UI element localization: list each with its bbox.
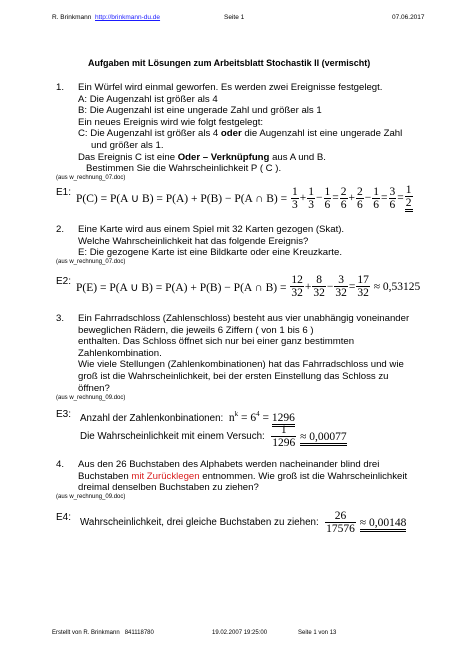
task1-text: Ein Würfel wird einmal geworfen. Es werden zwei Ereignisse festgelegt. A: Die Augenzahl ist größer als 4 B: Die Augenzahl ist eine ungerade Zahl und größer als 1 Ein neues Ereignis wird wie folgt festgelegt: C: Die Augenzahl ist größer als 4 oder die Augenzahl ist eine ungerade Zahl und größer als 1. Das Ereignis C ist eine Oder – Verknüpfung aus A und B. Bestimmen Sie die Wahrscheinlichkeit P ( C ).: [78, 82, 403, 175]
task2-text: Eine Karte wird aus einem Spiel mit 32 Karten gezogen (Skat). Welche Wahrscheinlichkeit hat das folgende Ereignis? E: Die gezogene Karte ist eine Bildkarte oder eine Kreuzkarte.: [78, 224, 345, 259]
task2-source: (aus w_rechnung_07.doc): [56, 259, 126, 265]
header-date: 07.06.2017: [392, 14, 425, 21]
footer-created: Erstellt von R. Brinkmann 841118780: [52, 630, 154, 636]
e4-label: E4:: [56, 512, 72, 523]
task4-source: (aus w_rechnung_09.doc): [56, 494, 126, 500]
e2-label: E2:: [56, 276, 72, 287]
task2-number: 2.: [56, 224, 65, 235]
e1-label: E1:: [56, 187, 72, 198]
task3-source: (aus w_rechnung_09.doc): [56, 395, 126, 401]
e1-formula: P(C) = P(A ∪ B) = P(A) + P(B) − P(A ∩ B) = $\frac{1}{3}$ + $\frac{1}{3}$ − $\frac{1}{6}$ = $\frac{2}{6}$ + $\frac{2}{6}$ − $\frac{1}{6}$ = $\frac{3}{6}$ = $\frac{1}{2}$: [76, 184, 412, 211]
header-url-link[interactable]: http://brinkmann-du.de: [95, 14, 161, 21]
header-author: R. Brinkmann http://brinkmann-du.de: [52, 14, 161, 21]
header-page: Seite 1: [224, 14, 245, 21]
task1-source: (aus w_rechnung_07.doc): [56, 175, 126, 181]
task1-number: 1.: [56, 82, 65, 93]
page-title: Aufgaben mit Lösungen zum Arbeitsblatt Stochastik II (vermischt): [88, 58, 371, 68]
footer-page: Seite 1 von 13: [298, 630, 337, 636]
e2-formula: P(E) = P(A ∪ B) = P(A) + P(B) − P(A ∩ B) = $\frac{12}{32}$ + $\frac{8}{32}$ − $\frac{3}{32}$ = $\frac{17}{32}$ ≈ 0,53125: [76, 274, 421, 299]
e3-line1: Anzahl der Zahlenkonbinationen: $n^k = 6^4 = 1296$: [80, 410, 295, 424]
task4-text: Aus den 26 Buchstaben des Alphabets werden nacheinander blind drei Buchstaben mit Zurücklegen entnommen. Wie groß ist die Wahrscheinlichkeit dreimal denselben Buchstaben zu ziehen?: [78, 459, 408, 494]
task4-number: 4.: [56, 459, 65, 470]
e3-line2: Die Wahrscheinlichkeit mit einem Versuch: $\frac{1}{1296}$ ≈ 0,00077: [80, 424, 347, 449]
footer-timestamp: 19.02.2007 19:25:00: [212, 630, 268, 636]
e3-label: E3:: [56, 409, 72, 420]
e4-line: Wahrscheinlichkeit, drei gleiche Buchstaben zu ziehen: $\frac{26}{17576}$ ≈ 0,00148: [80, 510, 407, 535]
task3-text: Ein Fahrradschloss (Zahlenschloss) besteht aus vier unabhängig voneinander beweglichen Rädern, die jeweils 6 Ziffern ( von 1 bis 6 ) enthalten. Das Schloss öffnet sich nur bei einer ganz bestimmten Zahlenkombination. Wie viele Stellungen (Zahlenkombinationen) hat das Fahrradschloss und wie groß ist die Wahrscheinlichkeit, bei der ersten Einstellung das Schloss zu öffnen?: [78, 313, 410, 394]
task3-number: 3.: [56, 313, 65, 324]
